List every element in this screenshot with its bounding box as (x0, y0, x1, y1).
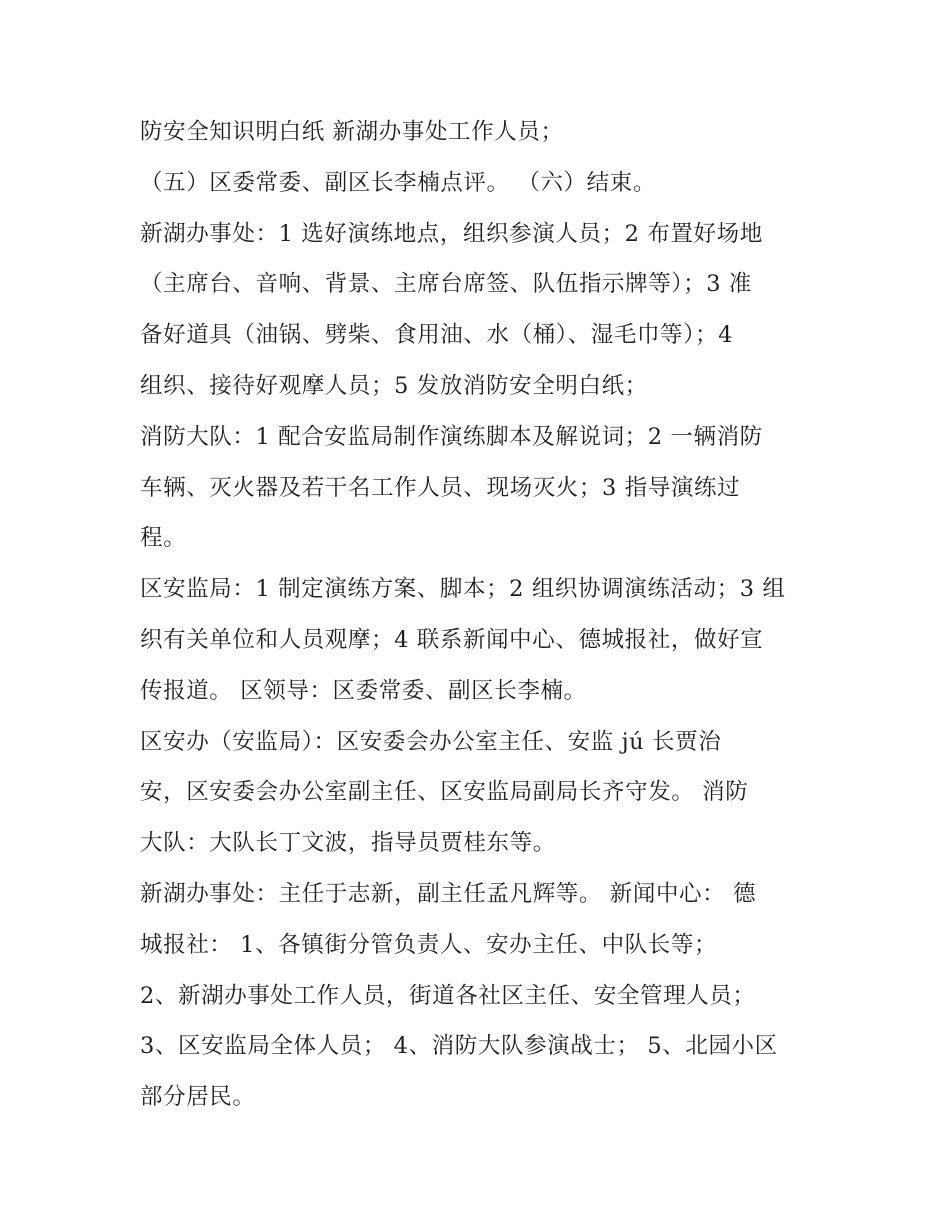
text-line: 部分居民。 (140, 1084, 256, 1111)
text-line: 备好道具（油锅、劈柴、食用油、水（桶）、湿毛巾等）；4 (140, 322, 734, 349)
text-line: 新湖办事处：1 选好演练地点，组织参演人员；2 布置好场地 (140, 220, 763, 247)
text-line: 织有关单位和人员观摩；4 联系新闻中心、德城报社，做好宣 (140, 626, 764, 653)
text-line: 组织、接待好观摩人员；5 发放消防安全明白纸； (140, 372, 648, 399)
text-line: 消防大队：1 配合安监局制作演练脚本及解说词；2 一辆消防 (140, 423, 763, 450)
text-line: 城报社： 1、各镇街分管负责人、安办主任、中队长等； (140, 931, 718, 958)
text-line: 区安监局：1 制定演练方案、脚本；2 组织协调演练活动；3 组 (140, 576, 786, 603)
text-line: 大队：大队长丁文波，指导员贾桂东等。 (140, 830, 556, 857)
text-line: 区安办（安监局）：区安委会办公室主任、安监 jú 长贾治 (140, 728, 722, 755)
text-line: 防安全知识明白纸 新湖办事处工作人员； (140, 119, 564, 145)
text-line: 车辆、灭火器及若干名工作人员、现场灭火；3 指导演练过 (140, 474, 741, 501)
text-line: 传报道。 区领导：区委常委、副区长李楠。 (140, 677, 587, 704)
text-line: 程。 (140, 525, 187, 552)
text-line: 安，区安委会办公室副主任、区安监局副局长齐守发。 消防 (140, 779, 749, 806)
document-body (140, 107, 820, 1123)
text-line: 3、区安监局全体人员； 4、消防大队参演战士； 5、北园小区 (140, 1033, 778, 1060)
text-line: 新湖办事处：主任于志新，副主任孟凡辉等。 新闻中心： 德 (140, 880, 757, 907)
text-line: （主席台、音响、背景、主席台席签、队伍指示牌等）；3 准 (140, 271, 753, 298)
text-line: （五）区委常委、副区长李楠点评。 （六）结束。 (140, 169, 656, 196)
text-line: 2、新湖办事处工作人员，街道各社区主任、安全管理人员； (140, 982, 756, 1009)
